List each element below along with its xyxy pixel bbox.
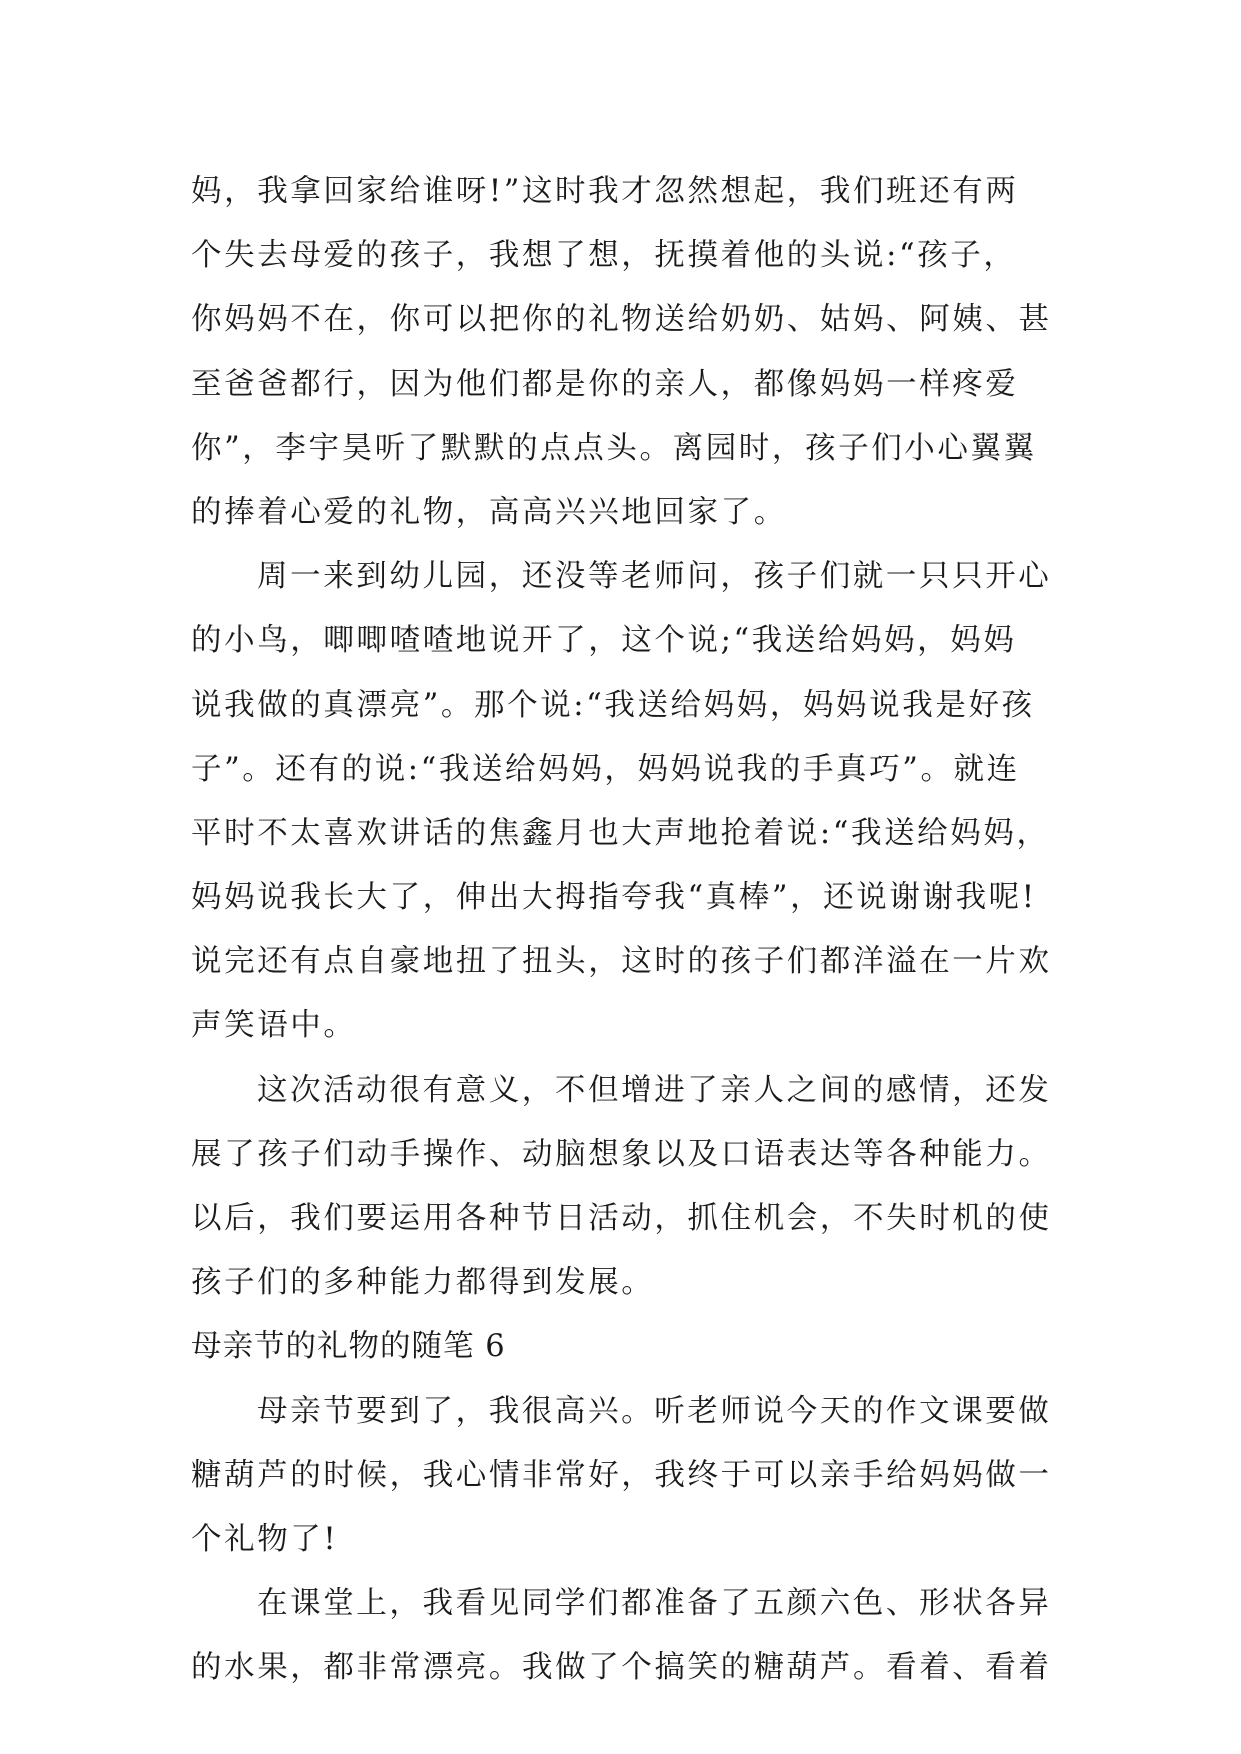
text-line: 的水果，都非常漂亮。我做了个搞笑的糖葫芦。看着、看着 [191, 1650, 1052, 1686]
paragraph-first-line: 母亲节要到了，我很高兴。听老师说今天的作文课要做 [257, 1393, 1052, 1429]
text-line: 妈妈说我长大了，伸出大拇指夸我“真棒”，还说谢谢我呢! [191, 880, 1037, 916]
text-line: 以后，我们要运用各种节日活动，抓住机会，不失时机的使 [191, 1201, 1052, 1236]
text-line: 平时不太喜欢讲话的焦鑫月也大声地抢着说:“我送给妈妈， [191, 815, 1050, 851]
section-heading: 母亲节的礼物的随笔 6 [191, 1329, 506, 1365]
text-line: 孩子们的多种能力都得到发展。 [191, 1265, 655, 1301]
text-line: 说完还有点自豪地扭了扭头，这时的孩子们都洋溢在一片欢 [191, 944, 1052, 980]
text-line: 个礼物了! [191, 1521, 339, 1557]
text-line: 子”。还有的说:“我送给妈妈，妈妈说我的手真巧”。就连 [191, 751, 1020, 787]
text-line: 的小鸟，唧唧喳喳地说开了，这个说;“我送给妈妈，妈妈 [191, 623, 1017, 659]
document-body [191, 160, 1051, 1701]
text-line: 糖葫芦的时候，我心情非常好，我终于可以亲手给妈妈做一 [191, 1457, 1052, 1493]
text-line: 说我做的真漂亮”。那个说:“我送给妈妈，妈妈说我是好孩 [191, 687, 1035, 723]
paragraph-first-line: 这次活动很有意义，不但增进了亲人之间的感情，还发 [257, 1072, 1052, 1108]
paragraph-first-line: 在课堂上，我看见同学们都准备了五颜六色、形状各异 [257, 1586, 1052, 1622]
text-line: 妈，我拿回家给谁呀!”这时我才忽然想起，我们班还有两 [191, 174, 1019, 209]
paragraph-first-line: 周一来到幼儿园，还没等老师问，孩子们就一只只开心 [257, 559, 1052, 595]
text-line: 的捧着心爱的礼物，高高兴兴地回家了。 [191, 494, 787, 530]
text-line: 至爸爸都行，因为他们都是你的亲人，都像妈妈一样疼爱 [191, 366, 1019, 402]
text-line: 你”，李宇昊听了默默的点点头。离园时，孩子们小心翼翼 [191, 430, 1037, 466]
text-line: 展了孩子们动手操作、动脑想象以及口语表达等各种能力。 [191, 1136, 1052, 1172]
text-line: 声笑语中。 [191, 1008, 357, 1044]
text-line: 你妈妈不在，你可以把你的礼物送给奶奶、姑妈、阿姨、甚 [191, 302, 1052, 338]
text-line: 个失去母爱的孩子，我想了想，抚摸着他的头说:“孩子， [191, 238, 1017, 274]
